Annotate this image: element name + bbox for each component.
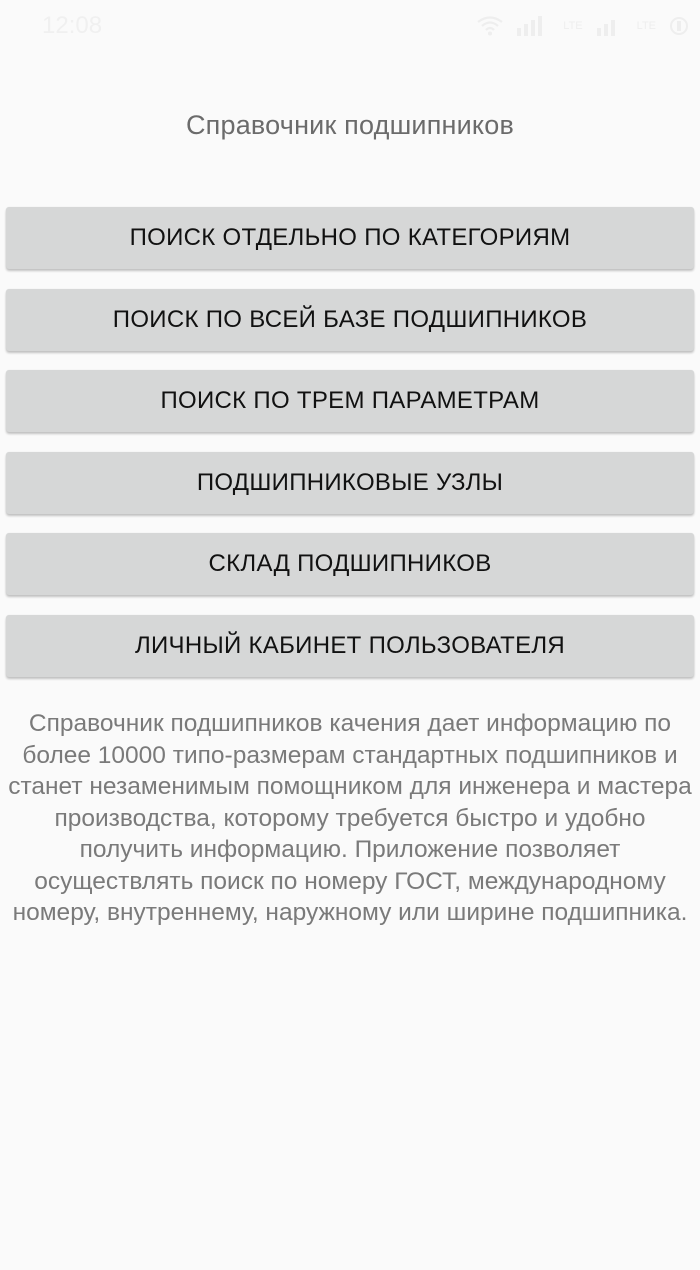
battery-icon [668,14,690,38]
app-description: Справочник подшипников качения дает информацию по более 10000 типо-размерам стандартных подшипников и станет незаменимым помощником для инженера и мастера производства, которому требуется быстро и удобно получить информацию. Приложение позволяет осуществлять поиск по номеру ГОСТ, международному номеру, внутреннему, наружному или ширине подшипника. [8,710,692,926]
user-account-button[interactable]: ЛИЧНЫЙ КАБИНЕТ ПОЛЬЗОВАТЕЛЯ [6,615,694,677]
status-icons [477,14,690,38]
status-time: 12:08 [42,12,103,39]
search-by-three-parameters-button[interactable]: ПОИСК ПО ТРЕМ ПАРАМЕТРАМ [6,370,694,432]
cellular-signal-icon [515,14,551,38]
bearing-warehouse-button[interactable]: СКЛАД ПОДШИПНИКОВ [6,533,694,595]
bearing-units-button[interactable]: ПОДШИПНИКОВЫЕ УЗЛЫ [6,452,694,514]
page-title: Справочник подшипников [185,110,515,140]
network-type-2-label: LTE [636,20,656,32]
wifi-icon [477,16,503,36]
main-menu [6,207,694,696]
status-bar [0,0,700,54]
search-by-category-button[interactable]: ПОИСК ОТДЕЛЬНО ПО КАТЕГОРИЯМ [6,207,694,269]
cellular-signal-2-icon [595,14,625,38]
network-type-label: LTE [563,20,583,32]
search-entire-database-button[interactable]: ПОИСК ПО ВСЕЙ БАЗЕ ПОДШИПНИКОВ [6,289,694,351]
